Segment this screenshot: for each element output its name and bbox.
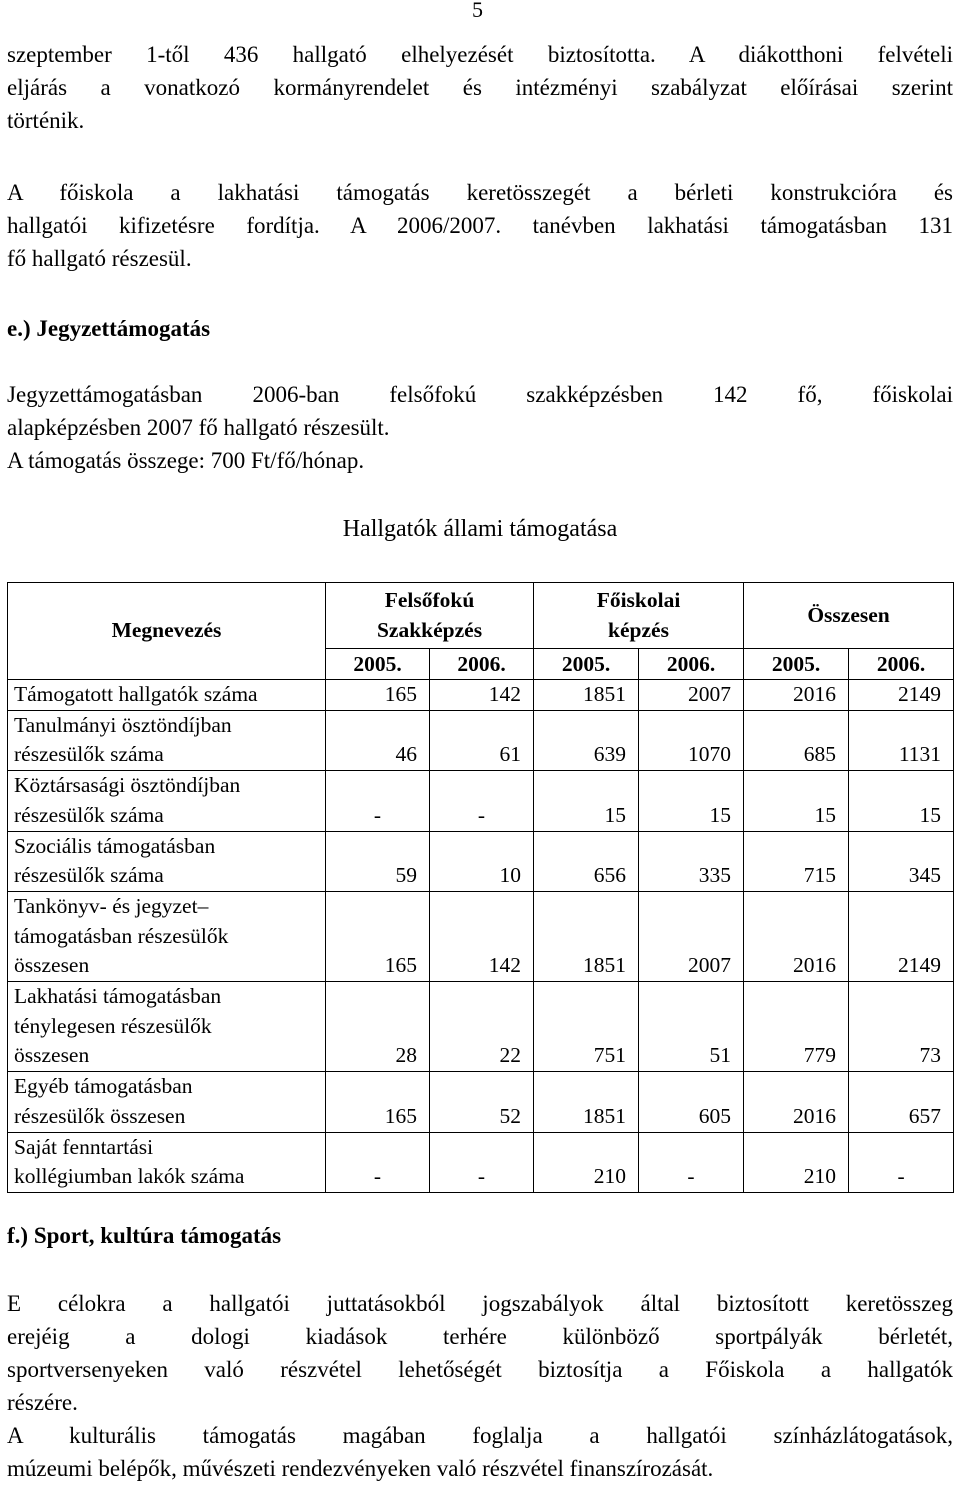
row-label-line: Saját fenntartási bbox=[14, 1134, 154, 1159]
row-label-line: részesülők összesen bbox=[14, 1103, 186, 1128]
header-megnevezes: Megnevezés bbox=[8, 583, 326, 680]
text-line: erejéig a dologi kiadások terhére különböző sportpályák bérletét, bbox=[7, 1324, 953, 1349]
text-line: fő hallgató részesül. bbox=[7, 246, 192, 271]
row-label bbox=[8, 680, 326, 711]
row-label-line: Egyéb támogatásban bbox=[14, 1074, 193, 1099]
cell-value: 2016 bbox=[744, 680, 849, 711]
year-header: 2006. bbox=[639, 649, 744, 680]
section-f-paragraph bbox=[7, 1287, 953, 1485]
year-header: 2005. bbox=[534, 649, 639, 680]
cell-value: 165 bbox=[326, 680, 430, 711]
cell-value: 1131 bbox=[849, 710, 954, 770]
text-line: A főiskola a lakhatási támogatás keretösszegét a bérleti konstrukcióra és bbox=[7, 180, 953, 205]
row-label-line: részesülők száma bbox=[14, 863, 164, 888]
cell-value: 28 bbox=[326, 982, 430, 1072]
cell-value: 2016 bbox=[744, 1072, 849, 1132]
cell-value: 1851 bbox=[534, 891, 639, 981]
table-row bbox=[8, 680, 954, 711]
section-e-paragraph bbox=[7, 378, 953, 477]
cell-value: - bbox=[326, 1132, 430, 1192]
cell-value: 2149 bbox=[849, 680, 954, 711]
table-row bbox=[8, 831, 954, 891]
intro-paragraph bbox=[7, 38, 953, 137]
row-label-line: ténylegesen részesülők bbox=[14, 1013, 212, 1038]
cell-value: 639 bbox=[534, 710, 639, 770]
table-caption: Hallgatók állami támogatása bbox=[342, 516, 618, 542]
year-header: 2005. bbox=[326, 649, 430, 680]
cell-value: 685 bbox=[744, 710, 849, 770]
cell-value: 52 bbox=[430, 1072, 534, 1132]
cell-value: 751 bbox=[534, 982, 639, 1072]
cell-value: 1851 bbox=[534, 680, 639, 711]
year-header: 2006. bbox=[430, 649, 534, 680]
text-line: részére. bbox=[7, 1390, 78, 1415]
cell-value: - bbox=[430, 771, 534, 831]
header-foiskolai bbox=[534, 583, 744, 649]
cell-value: 1851 bbox=[534, 1072, 639, 1132]
row-label-line: Támogatott hallgatók száma bbox=[14, 682, 258, 706]
cell-value: 345 bbox=[849, 831, 954, 891]
cell-value: 779 bbox=[744, 982, 849, 1072]
cell-value: 210 bbox=[744, 1132, 849, 1192]
text-line: alapképzésben 2007 fő hallgató részesült. bbox=[7, 415, 390, 440]
section-e-heading: e.) Jegyzettámogatás bbox=[7, 316, 211, 341]
row-label bbox=[8, 891, 326, 981]
cell-value: 15 bbox=[849, 771, 954, 831]
cell-value: 2007 bbox=[639, 680, 744, 711]
table-row bbox=[8, 982, 954, 1072]
text-line: eljárás a vonatkozó kormányrendelet és intézményi szabályzat előírásai szerint bbox=[7, 75, 953, 100]
row-label bbox=[8, 1072, 326, 1132]
row-label-line: Lakhatási támogatásban bbox=[14, 984, 222, 1009]
housing-paragraph bbox=[7, 176, 953, 275]
row-label bbox=[8, 831, 326, 891]
row-label-line: részesülők száma bbox=[14, 802, 164, 827]
cell-value: - bbox=[430, 1132, 534, 1192]
row-label bbox=[8, 1132, 326, 1192]
cell-value: 335 bbox=[639, 831, 744, 891]
cell-value: 210 bbox=[534, 1132, 639, 1192]
cell-value: 715 bbox=[744, 831, 849, 891]
cell-value: 61 bbox=[430, 710, 534, 770]
table-row bbox=[8, 1132, 954, 1192]
row-label-line: Köztársasági ösztöndíjban bbox=[14, 773, 241, 798]
text-line: sportversenyeken való részvétel lehetőségét biztosítja a Főiskola a hallgatók bbox=[7, 1357, 953, 1382]
text-line: E célokra a hallgatói juttatásokból jogszabályok által biztosított keretösszeg bbox=[7, 1291, 953, 1316]
cell-value: 656 bbox=[534, 831, 639, 891]
cell-value: 142 bbox=[430, 891, 534, 981]
table-row bbox=[8, 710, 954, 770]
row-label-line: összesen bbox=[14, 1043, 90, 1068]
cell-value: 59 bbox=[326, 831, 430, 891]
cell-value: 657 bbox=[849, 1072, 954, 1132]
cell-value: 2149 bbox=[849, 891, 954, 981]
text-line: A kulturális támogatás magában foglalja a hallgatói színházlátogatások, bbox=[7, 1423, 953, 1448]
row-label-line: összesen bbox=[14, 953, 90, 978]
row-label-line: Tankönyv- és jegyzet– bbox=[14, 893, 209, 918]
text-line: A támogatás összege: 700 Ft/fő/hónap. bbox=[7, 448, 365, 473]
cell-value: 15 bbox=[744, 771, 849, 831]
cell-value: - bbox=[849, 1132, 954, 1192]
row-label bbox=[8, 982, 326, 1072]
row-label bbox=[8, 710, 326, 770]
cell-value: 605 bbox=[639, 1072, 744, 1132]
support-table bbox=[7, 582, 954, 1193]
header-felsofoku-line2: Szakképzés bbox=[376, 617, 483, 642]
cell-value: 165 bbox=[326, 891, 430, 981]
cell-value: - bbox=[639, 1132, 744, 1192]
table-body bbox=[8, 680, 954, 1193]
year-header: 2005. bbox=[744, 649, 849, 680]
year-header: 2006. bbox=[849, 649, 954, 680]
row-label-line: részesülők száma bbox=[14, 742, 164, 767]
row-label bbox=[8, 771, 326, 831]
table-row bbox=[8, 1072, 954, 1132]
header-felsofoku bbox=[326, 583, 534, 649]
cell-value: 142 bbox=[430, 680, 534, 711]
table-row bbox=[8, 771, 954, 831]
cell-value: 15 bbox=[639, 771, 744, 831]
row-label-line: Szociális támogatásban bbox=[14, 833, 216, 858]
cell-value: 1070 bbox=[639, 710, 744, 770]
cell-value: 10 bbox=[430, 831, 534, 891]
cell-value: 2016 bbox=[744, 891, 849, 981]
cell-value: 51 bbox=[639, 982, 744, 1072]
section-f-heading: f.) Sport, kultúra támogatás bbox=[7, 1223, 282, 1248]
text-line: Jegyzettámogatásban 2006-ban felsőfokú szakképzésben 142 fő, főiskolai bbox=[7, 382, 953, 407]
text-line: múzeumi belépők, művészeti rendezvényeken való részvétel finanszírozását. bbox=[7, 1456, 714, 1481]
header-foiskolai-line1: Főiskolai bbox=[596, 587, 681, 612]
text-line: hallgatói kifizetésre fordítja. A 2006/2007. tanévben lakhatási támogatásban 131 bbox=[7, 213, 953, 238]
text-line: történik. bbox=[7, 108, 85, 133]
header-felsofoku-line1: Felsőfokú bbox=[384, 587, 475, 612]
row-label-line: Tanulmányi ösztöndíjban bbox=[14, 712, 232, 737]
header-osszesen: Összesen bbox=[744, 583, 954, 649]
cell-value: 165 bbox=[326, 1072, 430, 1132]
cell-value: 46 bbox=[326, 710, 430, 770]
cell-value: 2007 bbox=[639, 891, 744, 981]
page-number: 5 bbox=[472, 0, 483, 22]
row-label-line: támogatásban részesülők bbox=[14, 923, 229, 948]
table-row bbox=[8, 891, 954, 981]
cell-value: 22 bbox=[430, 982, 534, 1072]
cell-value: - bbox=[326, 771, 430, 831]
cell-value: 73 bbox=[849, 982, 954, 1072]
header-foiskolai-line2: képzés bbox=[608, 617, 669, 642]
text-line: szeptember 1-től 436 hallgató elhelyezését biztosította. A diákotthoni felvételi bbox=[7, 42, 953, 67]
cell-value: 15 bbox=[534, 771, 639, 831]
row-label-line: kollégiumban lakók száma bbox=[14, 1164, 245, 1189]
